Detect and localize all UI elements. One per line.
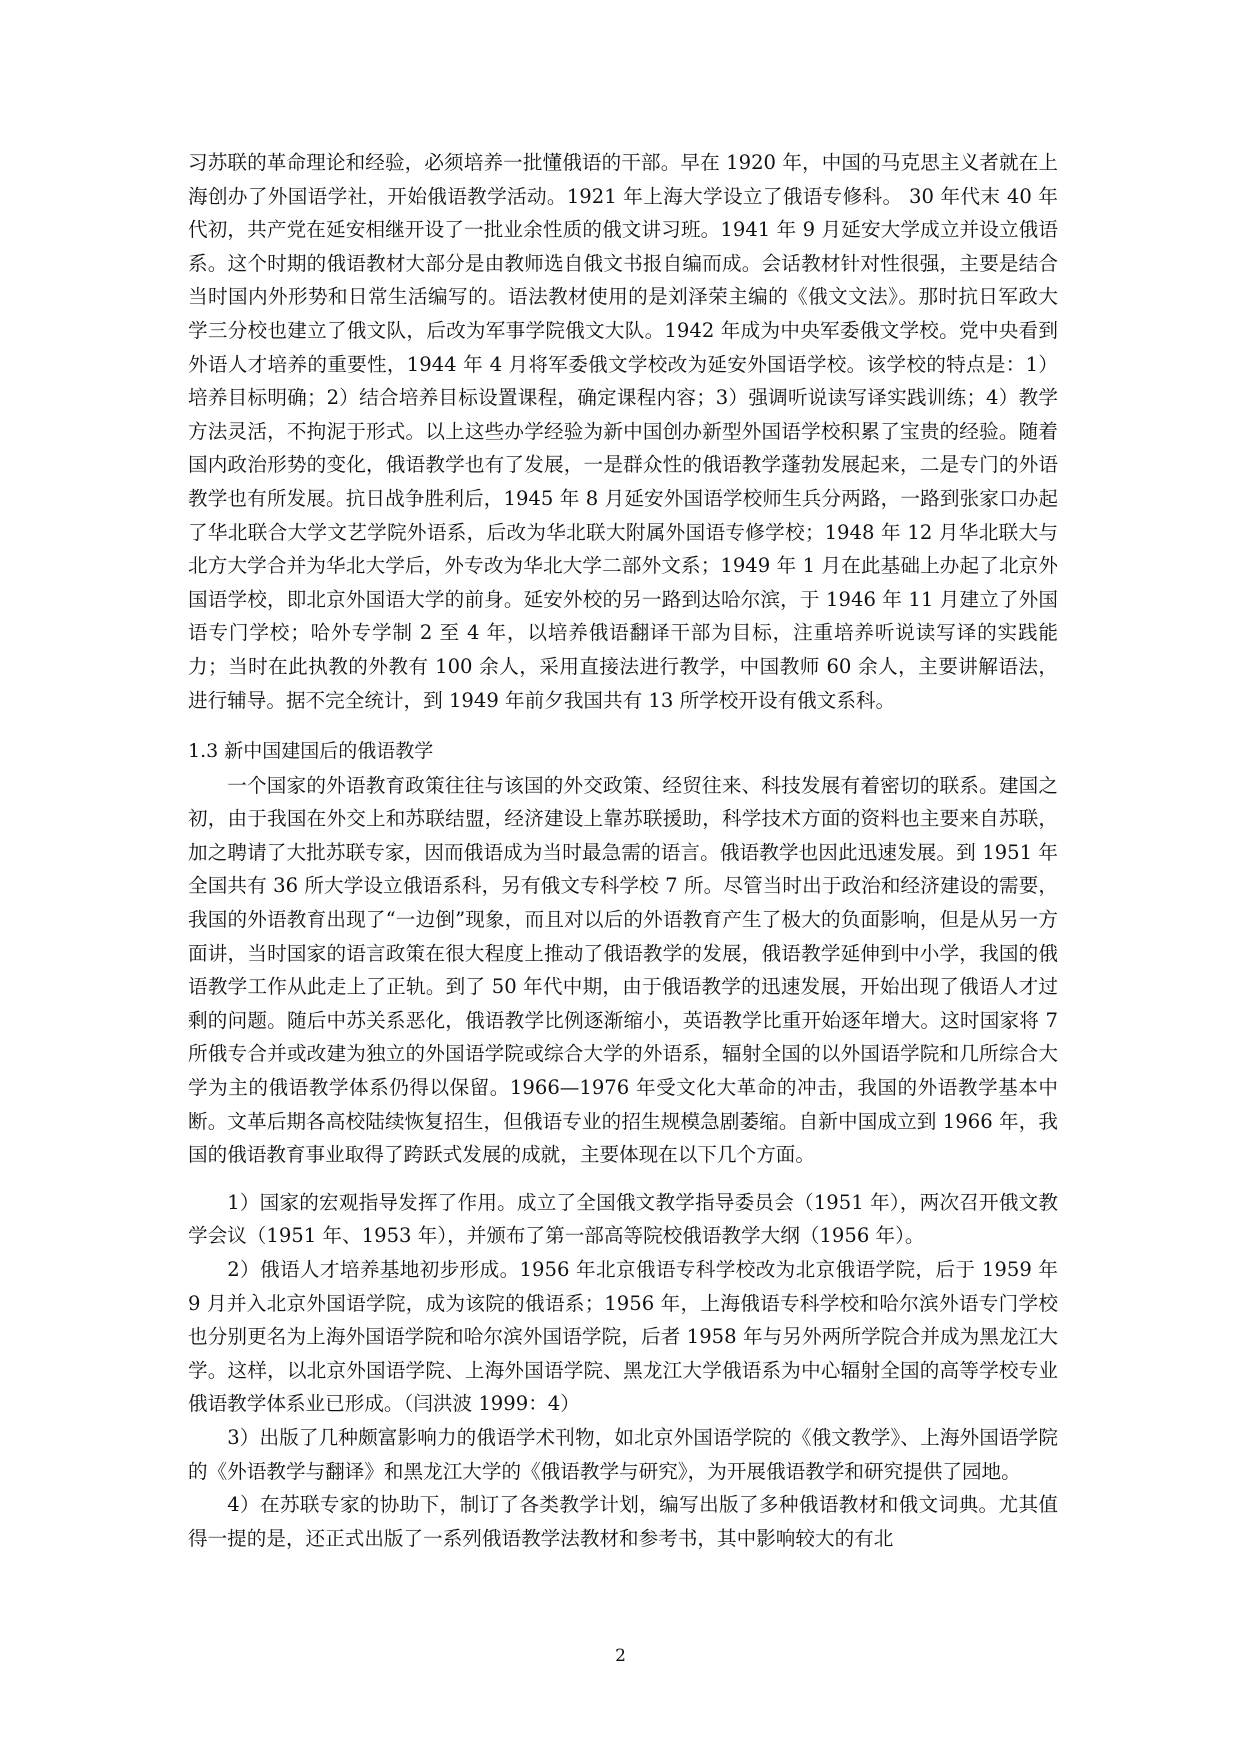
achievement-list [188, 1186, 1058, 1556]
list-item: 2）俄语人才培养基地初步形成。1956 年北京俄语专科学校改为北京俄语学院，后于 1959 年 9 月并入北京外国语学院，成为该院的俄语系；1956 年，上海俄语专科学校和哈尔滨外语专门学校也分别更名为上海外国语学院和哈尔滨外国语学院，后者 1958 年与另外两所学院合并成为黑龙江大学。这样，以北京外国语学院、上海外国语学院、黑龙江大学俄语系为中心辐射全国的高等学校专业俄语教学体系业已形成。（闫洪波 1999：4） [188, 1258, 1058, 1416]
body-paragraph-continued: 习苏联的革命理论和经验，必须培养一批懂俄语的干部。早在 1920 年，中国的马克思主义者就在上海创办了外国语学社，开始俄语教学活动。1921 年上海大学设立了俄语专修科。 30 年代末 40 年代初，共产党在延安相继开设了一批业余性质的俄文讲习班。1941 年 9 月延安大学成立并设立俄语系。这个时期的俄语教材大部分是由教师选自俄文书报自编而成。会话教材针对性很强，主要是结合当时国内外形势和日常生活编写的。语法教材使用的是刘泽荣主编的《俄文文法》。那时抗日军政大学三分校也建立了俄文队，后改为军事学院俄文大队。1942 年成为中央军委俄文学校。党中央看到外语人才培养的重要性，1944 年 4 月将军委俄文学校改为延安外国语学校。该学校的特点是：1）培养目标明确；2）结合培养目标设置课程，确定课程内容；3）强调听说读写译实践训练；4）教学方法灵活，不拘泥于形式。以上这些办学经验为新中国创办新型外国语学校积累了宝贵的经验。随着国内政治形势的变化，俄语教学也有了发展，一是群众性的俄语教学蓬勃发展起来，二是专门的外语教学也有所发展。抗日战争胜利后，1945 年 8 月延安外国语学校师生兵分两路，一路到张家口办起了华北联合大学文艺学院外语系，后改为华北联大附属外国语专修学校；1948 年 12 月华北联大与北方大学合并为华北大学后，外专改为华北大学二部外文系；1949 年 1 月在此基础上办起了北京外国语学校，即北京外国语大学的前身。延安外校的另一路到达哈尔滨，于 1946 年 11 月建立了外国语专门学校；哈外专学制 2 至 4 年，以培养俄语翻译干部为目标，注重培养听说读写译的实践能力；当时在此执教的外教有 100 余人，采用直接法进行教学，中国教师 60 余人，主要讲解语法，进行辅导。据不完全统计，到 1949 年前夕我国共有 13 所学校开设有俄文系科。 [188, 151, 1058, 712]
list-item: 4）在苏联专家的协助下，制订了各类教学计划，编写出版了多种俄语教材和俄文词典。尤其值得一提的是，还正式出版了一系列俄语教学法教材和参考书，其中影响较大的有北 [188, 1493, 1058, 1550]
page-number: 2 [615, 1646, 626, 1666]
section-heading: 1.3 新中国建国后的俄语教学 [188, 740, 434, 763]
document-body [188, 146, 1058, 1555]
list-item: 1）国家的宏观指导发挥了作用。成立了全国俄文教学指导委员会（1951 年），两次召开俄文教学会议（1951 年、1953 年），并颁布了第一部高等院校俄语教学大纲（1956 年）。 [188, 1190, 1058, 1248]
body-paragraph-intro: 一个国家的外语教育政策往往与该国的外交政策、经贸往来、科技发展有着密切的联系。建国之初，由于我国在外交上和苏联结盟，经济建设上靠苏联援助，科学技术方面的资料也主要来自苏联，加之聘请了大批苏联专家，因而俄语成为当时最急需的语言。俄语教学也因此迅速发展。到 1951 年全国共有 36 所大学设立俄语系科，另有俄文专科学校 7 所。尽管当时出于政治和经济建设的需要，我国的外语教育出现了“一边倒”现象，而且对以后的外语教育产生了极大的负面影响，但是从另一方面讲，当时国家的语言政策在很大程度上推动了俄语教学的发展，俄语教学延伸到中小学，我国的俄语教学工作从此走上了正轨。到了 50 年代中期，由于俄语教学的迅速发展，开始出现了俄语人才过剩的问题。随后中苏关系恶化，俄语教学比例逐渐缩小，英语教学比重开始逐年增大。这时国家将 7 所俄专合并或改建为独立的外国语学院或综合大学的外语系，辐射全国的以外国语学院和几所综合大学为主的俄语教学体系仍得以保留。1966—1976 年受文化大革命的冲击，我国的外语教学基本中断。文革后期各高校陆续恢复招生，但俄语专业的招生规模急剧萎缩。自新中国成立到 1966 年，我国的俄语教育事业取得了跨跃式发展的成就，主要体现在以下几个方面。 [188, 773, 1058, 1167]
list-item: 3）出版了几种颇富影响力的俄语学术刊物，如北京外国语学院的《俄文教学》、上海外国语学院的《外语教学与翻译》和黑龙江大学的《俄语教学与研究》，为开展俄语教学和研究提供了园地。 [188, 1425, 1058, 1483]
